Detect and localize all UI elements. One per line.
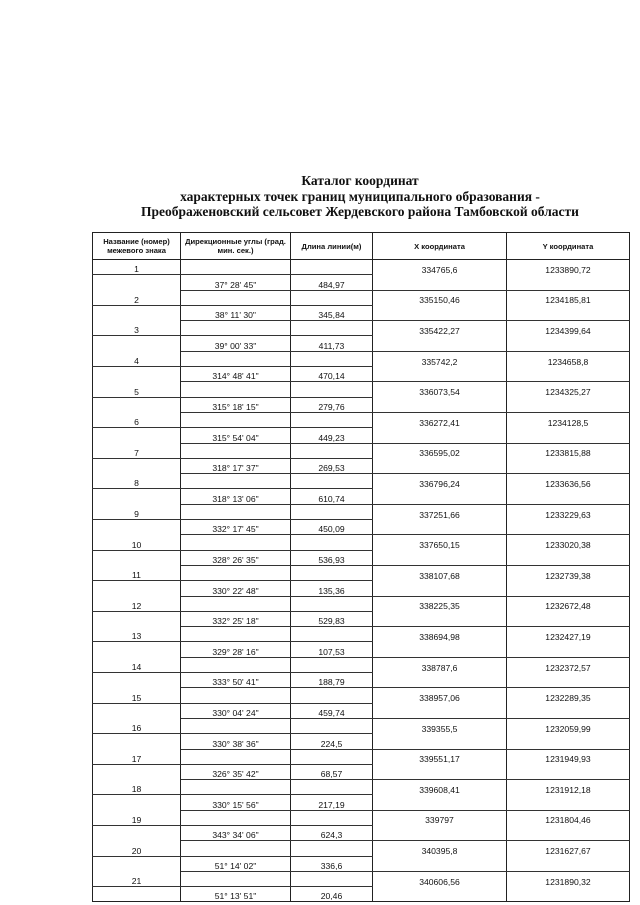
y-cell-empty: [507, 428, 630, 443]
y-coordinate: 1233229,63: [507, 504, 630, 519]
y-coordinate: 1233815,88: [507, 443, 630, 458]
angle-cell-empty: [181, 810, 291, 825]
x-coordinate: 336272,41: [373, 412, 507, 427]
y-cell-empty: [507, 642, 630, 657]
name-cell-empty: [93, 611, 181, 626]
x-coordinate: 336073,54: [373, 382, 507, 397]
length-cell-empty: [291, 596, 373, 611]
length-cell-empty: [291, 290, 373, 305]
angle-cell-empty: [181, 688, 291, 703]
table-row-line: [93, 825, 630, 840]
table-row-point: [93, 535, 630, 550]
table-row-point: [93, 474, 630, 489]
length-cell-empty: [291, 871, 373, 886]
y-cell-empty: [507, 550, 630, 565]
x-coordinate: 340606,56: [373, 871, 507, 886]
point-name: 4: [93, 351, 181, 366]
y-cell-empty: [507, 764, 630, 779]
table-row-line: [93, 734, 630, 749]
table-row-line: [93, 887, 630, 902]
name-cell-empty: [93, 673, 181, 688]
x-cell-empty: [373, 703, 507, 718]
y-cell-empty: [507, 520, 630, 535]
table-row-line: [93, 795, 630, 810]
x-coordinate: 337251,66: [373, 504, 507, 519]
header-row: [93, 233, 630, 260]
y-cell-empty: [507, 367, 630, 382]
x-cell-empty: [373, 642, 507, 657]
angle-cell-empty: [181, 657, 291, 672]
table-row-line: [93, 397, 630, 412]
y-coordinate: 1232672,48: [507, 596, 630, 611]
x-coordinate: 335150,46: [373, 290, 507, 305]
line-length: 529,83: [291, 611, 373, 626]
y-cell-empty: [507, 458, 630, 473]
y-cell-empty: [507, 825, 630, 840]
length-cell-empty: [291, 841, 373, 856]
table-row-point: [93, 321, 630, 336]
x-cell-empty: [373, 305, 507, 320]
table-row-point: [93, 780, 630, 795]
point-name: 13: [93, 627, 181, 642]
point-name: 17: [93, 749, 181, 764]
name-cell-empty: [93, 734, 181, 749]
length-cell-empty: [291, 504, 373, 519]
y-cell-empty: [507, 581, 630, 596]
name-cell-empty: [93, 795, 181, 810]
name-cell-empty: [93, 428, 181, 443]
x-coordinate: 339355,5: [373, 718, 507, 733]
name-cell-empty: [93, 642, 181, 657]
angle-cell-empty: [181, 565, 291, 580]
direction-angle: 332° 25' 18": [181, 611, 291, 626]
table-row-point: [93, 351, 630, 366]
header-x: X координата: [373, 233, 507, 260]
name-cell-empty: [93, 703, 181, 718]
x-cell-empty: [373, 795, 507, 810]
line-length: 279,76: [291, 397, 373, 412]
angle-cell-empty: [181, 780, 291, 795]
line-length: 336,6: [291, 856, 373, 871]
name-cell-empty: [93, 825, 181, 840]
point-name: 15: [93, 688, 181, 703]
table-row-point: [93, 565, 630, 580]
x-cell-empty: [373, 397, 507, 412]
y-coordinate: 1231890,32: [507, 871, 630, 886]
direction-angle: 315° 54' 04": [181, 428, 291, 443]
x-cell-empty: [373, 611, 507, 626]
point-name: 7: [93, 443, 181, 458]
y-coordinate: 1232372,57: [507, 657, 630, 672]
y-coordinate: 1232059,99: [507, 718, 630, 733]
table-row-line: [93, 489, 630, 504]
header-y: Y координата: [507, 233, 630, 260]
length-cell-empty: [291, 412, 373, 427]
table-row-line: [93, 520, 630, 535]
header-angles: Дирекционные углы (град. мин. сек.): [181, 233, 291, 260]
angle-cell-empty: [181, 351, 291, 366]
name-cell-empty: [93, 367, 181, 382]
y-cell-empty: [507, 489, 630, 504]
x-coordinate: 335742,2: [373, 351, 507, 366]
point-name: 9: [93, 504, 181, 519]
point-name: 19: [93, 810, 181, 825]
table-row-line: [93, 581, 630, 596]
length-cell-empty: [291, 443, 373, 458]
angle-cell-empty: [181, 841, 291, 856]
point-name: 16: [93, 718, 181, 733]
y-coordinate: 1231949,93: [507, 749, 630, 764]
length-cell-empty: [291, 627, 373, 642]
table-row-point: [93, 718, 630, 733]
x-cell-empty: [373, 764, 507, 779]
point-name: 2: [93, 290, 181, 305]
point-name: 12: [93, 596, 181, 611]
direction-angle: 39° 00' 33": [181, 336, 291, 351]
x-cell-empty: [373, 734, 507, 749]
table-body: [93, 260, 630, 902]
direction-angle: 329° 28' 16": [181, 642, 291, 657]
length-cell-empty: [291, 718, 373, 733]
x-coordinate: 337650,15: [373, 535, 507, 550]
direction-angle: 51° 13' 51": [181, 887, 291, 902]
angle-cell-empty: [181, 290, 291, 305]
x-cell-empty: [373, 825, 507, 840]
direction-angle: 330° 38' 36": [181, 734, 291, 749]
table-row-line: [93, 428, 630, 443]
direction-angle: 343° 34' 06": [181, 825, 291, 840]
x-cell-empty: [373, 887, 507, 902]
y-coordinate: 1231804,46: [507, 810, 630, 825]
table-row-line: [93, 336, 630, 351]
point-name: 5: [93, 382, 181, 397]
y-coordinate: 1233020,38: [507, 535, 630, 550]
x-cell-empty: [373, 367, 507, 382]
length-cell-empty: [291, 749, 373, 764]
line-length: 20,46: [291, 887, 373, 902]
point-name: 8: [93, 474, 181, 489]
y-cell-empty: [507, 397, 630, 412]
length-cell-empty: [291, 535, 373, 550]
table-row-point: [93, 596, 630, 611]
x-cell-empty: [373, 581, 507, 596]
line-length: 449,23: [291, 428, 373, 443]
y-cell-empty: [507, 673, 630, 688]
name-cell-empty: [93, 764, 181, 779]
x-coordinate: 336796,24: [373, 474, 507, 489]
point-name: 11: [93, 565, 181, 580]
table-row-line: [93, 642, 630, 657]
angle-cell-empty: [181, 749, 291, 764]
direction-angle: 330° 04' 24": [181, 703, 291, 718]
angle-cell-empty: [181, 596, 291, 611]
length-cell-empty: [291, 657, 373, 672]
x-coordinate: 338694,98: [373, 627, 507, 642]
x-cell-empty: [373, 856, 507, 871]
line-length: 450,09: [291, 520, 373, 535]
table-row-line: [93, 458, 630, 473]
name-cell-empty: [93, 520, 181, 535]
y-coordinate: 1234658,8: [507, 351, 630, 366]
x-cell-empty: [373, 520, 507, 535]
table-row-point: [93, 412, 630, 427]
name-cell-empty: [93, 887, 181, 902]
direction-angle: 38° 11' 30": [181, 305, 291, 320]
table-row-line: [93, 764, 630, 779]
x-coordinate: 334765,6: [373, 260, 507, 275]
table-row-point: [93, 627, 630, 642]
length-cell-empty: [291, 810, 373, 825]
x-coordinate: 339797: [373, 810, 507, 825]
y-cell-empty: [507, 305, 630, 320]
y-cell-empty: [507, 336, 630, 351]
x-cell-empty: [373, 336, 507, 351]
table-row-point: [93, 290, 630, 305]
length-cell-empty: [291, 321, 373, 336]
line-length: 135,36: [291, 581, 373, 596]
y-coordinate: 1234128,5: [507, 412, 630, 427]
table-row-line: [93, 305, 630, 320]
angle-cell-empty: [181, 535, 291, 550]
length-cell-empty: [291, 780, 373, 795]
line-length: 411,73: [291, 336, 373, 351]
line-length: 470,14: [291, 367, 373, 382]
name-cell-empty: [93, 550, 181, 565]
direction-angle: 37° 28' 45": [181, 275, 291, 290]
length-cell-empty: [291, 565, 373, 580]
table-row-line: [93, 856, 630, 871]
name-cell-empty: [93, 275, 181, 290]
line-length: 188,79: [291, 673, 373, 688]
name-cell-empty: [93, 489, 181, 504]
direction-angle: 51° 14' 02": [181, 856, 291, 871]
x-coordinate: 338957,06: [373, 688, 507, 703]
line-length: 536,93: [291, 550, 373, 565]
table-row-point: [93, 810, 630, 825]
y-coordinate: 1232427,19: [507, 627, 630, 642]
direction-angle: 330° 15' 56": [181, 795, 291, 810]
y-cell-empty: [507, 275, 630, 290]
direction-angle: 332° 17' 45": [181, 520, 291, 535]
angle-cell-empty: [181, 382, 291, 397]
length-cell-empty: [291, 474, 373, 489]
header-name: Название (номер) межевого знака: [93, 233, 181, 260]
name-cell-empty: [93, 397, 181, 412]
point-name: 10: [93, 535, 181, 550]
table-row-line: [93, 611, 630, 626]
direction-angle: 333° 50' 41": [181, 673, 291, 688]
angle-cell-empty: [181, 412, 291, 427]
y-coordinate: 1233636,56: [507, 474, 630, 489]
x-coordinate: 340395,8: [373, 841, 507, 856]
direction-angle: 318° 13' 06": [181, 489, 291, 504]
table-row-point: [93, 443, 630, 458]
line-length: 484,97: [291, 275, 373, 290]
document-title: [90, 173, 630, 220]
table-row-point: [93, 260, 630, 275]
name-cell-empty: [93, 336, 181, 351]
y-cell-empty: [507, 856, 630, 871]
x-coordinate: 336595,02: [373, 443, 507, 458]
length-cell-empty: [291, 351, 373, 366]
y-cell-empty: [507, 795, 630, 810]
point-name: 21: [93, 871, 181, 886]
table-row-line: [93, 703, 630, 718]
length-cell-empty: [291, 688, 373, 703]
line-length: 224,5: [291, 734, 373, 749]
x-cell-empty: [373, 673, 507, 688]
point-name: 1: [93, 260, 181, 275]
y-coordinate: 1234185,81: [507, 290, 630, 305]
angle-cell-empty: [181, 321, 291, 336]
name-cell-empty: [93, 458, 181, 473]
table-row-point: [93, 688, 630, 703]
coordinates-table: [92, 232, 630, 902]
y-coordinate: 1232739,38: [507, 565, 630, 580]
line-length: 610,74: [291, 489, 373, 504]
line-length: 269,53: [291, 458, 373, 473]
angle-cell-empty: [181, 627, 291, 642]
direction-angle: 328° 26' 35": [181, 550, 291, 565]
y-coordinate: 1231912,18: [507, 780, 630, 795]
table-row-line: [93, 275, 630, 290]
point-name: 18: [93, 780, 181, 795]
y-coordinate: 1233890,72: [507, 260, 630, 275]
angle-cell-empty: [181, 474, 291, 489]
table-row-point: [93, 841, 630, 856]
y-cell-empty: [507, 611, 630, 626]
direction-angle: 318° 17' 37": [181, 458, 291, 473]
y-coordinate: 1234399,64: [507, 321, 630, 336]
table-row-line: [93, 550, 630, 565]
x-coordinate: 339608,41: [373, 780, 507, 795]
table-row-line: [93, 367, 630, 382]
name-cell-empty: [93, 581, 181, 596]
title-line-3: Преображеновский сельсовет Жердевского района Тамбовской области: [141, 204, 579, 219]
length-cell-empty: [291, 260, 373, 275]
y-cell-empty: [507, 734, 630, 749]
table-row-point: [93, 871, 630, 886]
name-cell-empty: [93, 305, 181, 320]
header-length: Длина линии(м): [291, 233, 373, 260]
angle-cell-empty: [181, 871, 291, 886]
x-cell-empty: [373, 275, 507, 290]
direction-angle: 326° 35' 42": [181, 764, 291, 779]
title-line-2: характерных точек границ муниципального образования -: [180, 188, 540, 204]
table-row-line: [93, 673, 630, 688]
x-coordinate: 335422,27: [373, 321, 507, 336]
line-length: 624,3: [291, 825, 373, 840]
x-cell-empty: [373, 428, 507, 443]
line-length: 68,57: [291, 764, 373, 779]
name-cell-empty: [93, 856, 181, 871]
y-coordinate: 1231627,67: [507, 841, 630, 856]
x-coordinate: 338787,6: [373, 657, 507, 672]
x-cell-empty: [373, 458, 507, 473]
direction-angle: 314° 48' 41": [181, 367, 291, 382]
line-length: 459,74: [291, 703, 373, 718]
direction-angle: 330° 22' 48": [181, 581, 291, 596]
x-coordinate: 338107,68: [373, 565, 507, 580]
line-length: 345,84: [291, 305, 373, 320]
table-row-point: [93, 657, 630, 672]
y-cell-empty: [507, 703, 630, 718]
table-row-point: [93, 504, 630, 519]
line-length: 217,19: [291, 795, 373, 810]
title-line-1: Каталог координат: [301, 173, 419, 188]
point-name: 14: [93, 657, 181, 672]
angle-cell-empty: [181, 718, 291, 733]
line-length: 107,53: [291, 642, 373, 657]
angle-cell-empty: [181, 260, 291, 275]
angle-cell-empty: [181, 504, 291, 519]
point-name: 3: [93, 321, 181, 336]
point-name: 6: [93, 412, 181, 427]
length-cell-empty: [291, 382, 373, 397]
y-coordinate: 1232289,35: [507, 688, 630, 703]
table-row-point: [93, 382, 630, 397]
angle-cell-empty: [181, 443, 291, 458]
y-cell-empty: [507, 887, 630, 902]
point-name: 20: [93, 841, 181, 856]
direction-angle: 315° 18' 15": [181, 397, 291, 412]
x-cell-empty: [373, 489, 507, 504]
x-coordinate: 338225,35: [373, 596, 507, 611]
y-coordinate: 1234325,27: [507, 382, 630, 397]
table-row-point: [93, 749, 630, 764]
x-coordinate: 339551,17: [373, 749, 507, 764]
x-cell-empty: [373, 550, 507, 565]
